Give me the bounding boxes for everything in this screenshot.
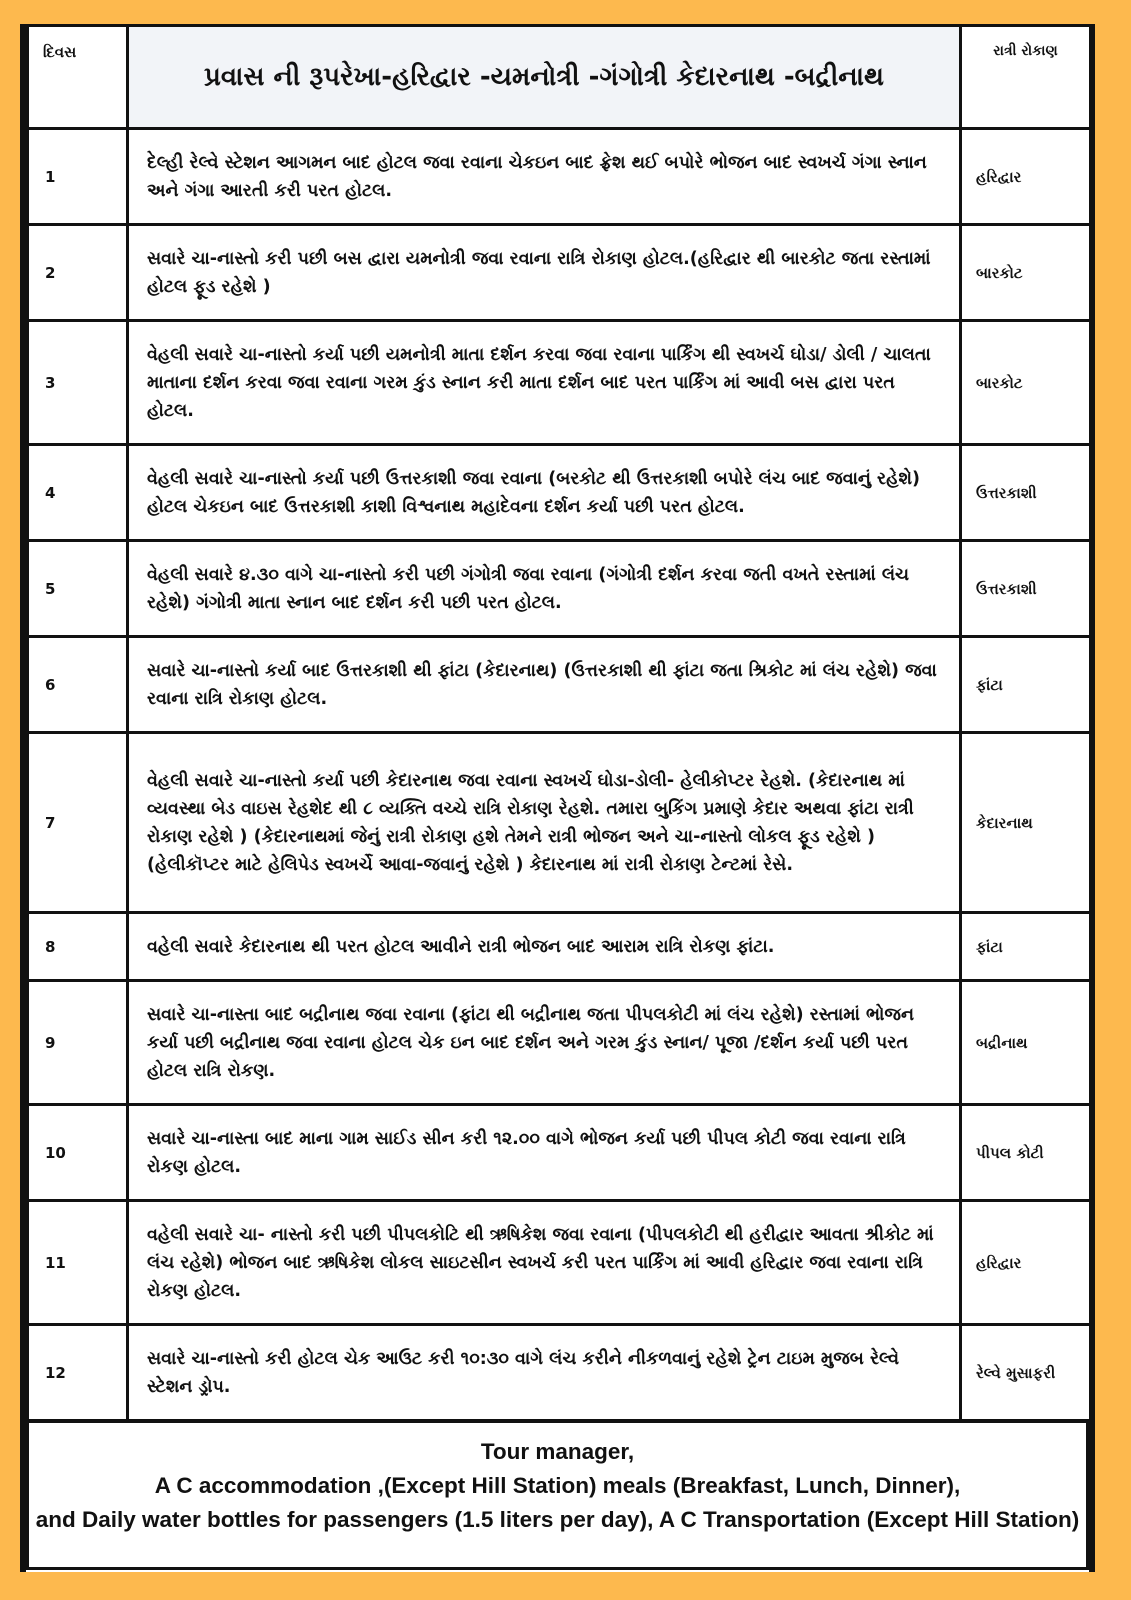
table-row: [28, 913, 1091, 981]
day-description: સવારે ચા-નાસ્તા બાદ માના ગામ સાઈડ સીન કરી ૧૨.૦૦ વાગે ભોજન કર્યા પછી પીપલ કોટી જવા રવાના રાત્રિ રોકણ હોટલ.: [128, 1105, 961, 1201]
table-row: [28, 637, 1091, 733]
day-number: 11: [28, 1201, 128, 1325]
day-number: 1: [28, 129, 128, 225]
day-description: વહેલી સવારે ચા- નાસ્તો કરી પછી પીપલકોટિ થી ઋષિકેશ જવા રવાના (પીપલકોટી થી હરીદ્વાર આવતા શ્રીકોટ માં લંચ રહેશે) ભોજન બાદ ઋષિકેશ લોકલ સાઇટસીન સ્વખર્ચ કરી પરત પાર્કિંગ માં આવી હરિદ્વાર જવા રવાના રાત્રિ રોકણ હોટલ.: [128, 1201, 961, 1325]
day-number: 8: [28, 913, 128, 981]
day-number: 10: [28, 1105, 128, 1201]
day-description: સવારે ચા-નાસ્તો કરી હોટલ ચેક આઉટ કરી ૧૦:૩૦ વાગે લંચ કરીને નીકળવાનું રહેશે ટ્રેન ટાઇમ મુજબ રેલ્વે સ્ટેશન ડ્રોપ.: [128, 1325, 961, 1421]
table-row: [28, 129, 1091, 225]
night-stay: બદ્રીનાથ: [961, 981, 1091, 1105]
night-stay: ફાંટા: [961, 913, 1091, 981]
table-row: [28, 1201, 1091, 1325]
day-description: દેલ્હી રેલ્વે સ્ટેશન આગમન બાદ હોટલ જવા રવાના ચેકઇન બાદ ફ્રેશ થઈ બપોરે ભોજન બાદ સ્વખર્ચ ગંગા સ્નાન અને ગંગા આરતી કરી પરત હોટલ.: [128, 129, 961, 225]
page-title: પ્રવાસ ની રૂપરેખા-હરિદ્વાર -યમનોત્રી -ગંગોત્રી કેદારનાથ -બદ્રીનાથ: [128, 26, 961, 129]
day-number: 4: [28, 445, 128, 541]
night-stay: પીપલ કોટી: [961, 1105, 1091, 1201]
day-number: 5: [28, 541, 128, 637]
inclusions-footer: [26, 1420, 1089, 1570]
day-number: 12: [28, 1325, 128, 1421]
table-row: [28, 321, 1091, 445]
table-row: [28, 1325, 1091, 1421]
itinerary-sheet: [20, 24, 1095, 1572]
day-description: વેહલી સવારે ચા-નાસ્તો કર્યા પછી ઉત્તરકાશી જવા રવાના (બરકોટ થી ઉત્તરકાશી બપોરે લંચ બાદ જવાનું રહેશે) હોટલ ચેકઇન બાદ ઉત્તરકાશી કાશી વિશ્વનાથ મહાદેવના દર્શન કર્યા પછી પરત હોટલ.: [128, 445, 961, 541]
day-description: સવારે ચા-નાસ્તો કર્યા બાદ ઉત્તરકાશી થી ફાંટા (કેદારનાથ) (ઉત્તરકાશી થી ફાંટા જતા શ્રિકોટ માં લંચ રહેશે) જવા રવાના રાત્રિ રોકાણ હોટલ.: [128, 637, 961, 733]
day-column-header: દિવસ: [28, 26, 128, 129]
day-number: 6: [28, 637, 128, 733]
day-description: વેહલી સવારે ચા-નાસ્તો કર્યા પછી યમનોત્રી માતા દર્શન કરવા જવા રવાના પાર્કિંગ થી સ્વખર્ચ ઘોડા/ ડોલી / ચાલતા માતાના દર્શન કરવા જવા રવાના ગરમ કુંડ સ્નાન કરી માતા દર્શન બાદ પરત પાર્કિંગ માં આવી બસ દ્વારા પરત હોટલ.: [128, 321, 961, 445]
night-stay-column-header: રાત્રી રોકાણ: [961, 26, 1091, 129]
night-stay: બારકોટ: [961, 225, 1091, 321]
day-number: 9: [28, 981, 128, 1105]
day-description: સવારે ચા-નાસ્તા બાદ બદ્રીનાથ જવા રવાના (ફાંટા થી બદ્રીનાથ જતા પીપલકોટી માં લંચ રહેશે) રસ્તામાં ભોજન કર્યા પછી બદ્રીનાથ જવા રવાના હોટલ ચેક ઇન બાદ દર્શન અને ગરમ કુંડ સ્નાન/ પૂજા /દર્શન કર્યા પછી પરત હોટલ રાત્રિ રોકણ.: [128, 981, 961, 1105]
night-stay: ઉત્તરકાશી: [961, 445, 1091, 541]
day-description: વહેલી સવારે કેદારનાથ થી પરત હોટલ આવીને રાત્રી ભોજન બાદ આરામ રાત્રિ રોકણ ફાંટા.: [128, 913, 961, 981]
day-number: 7: [28, 733, 128, 913]
night-stay: બારકોટ: [961, 321, 1091, 445]
day-number: 2: [28, 225, 128, 321]
night-stay: ઉત્તરકાશી: [961, 541, 1091, 637]
night-stay: કેદારનાથ: [961, 733, 1091, 913]
tour-manager-line: Tour manager,: [480, 1439, 635, 1464]
transport-line: and Daily water bottles for passengers (1.5 liters per day), A C Transportation (Except Hill Station): [35, 1507, 1080, 1532]
table-row: [28, 733, 1091, 913]
day-description: વેહલી સવારે ચા-નાસ્તો કર્યા પછી કેદારનાથ જવા રવાના સ્વખર્ચ ઘોડા-ડોલી- હેલીકોપ્ટર રેહશે. (કેદારનાથ માં વ્યવસ્થા બેડ વાઇસ રેહશેદ થી ૮ વ્યક્તિ વચ્ચે રાત્રિ રોકાણ રેહશે. તમારા બુકિંગ પ્રમાણે કેદાર અથવા ફાંટા રાત્રી રોકાણ રહેશે ) (કેદારનાથમાં જેનું રાત્રી રોકાણ હશે તેમને રાત્રી ભોજન અને ચા-નાસ્તો લોકલ ફૂડ રહેશે ) (હેલીકૉપ્ટર માટે હેલિપેડ સ્વખર્ચે આવા-જવાનું રહેશે ) કેદારનાથ માં રાત્રી રોકાણ ટેન્ટમાં રેસે.: [128, 733, 961, 913]
accommodation-line: A C accommodation ,(Except Hill Station) meals (Breakfast, Lunch, Dinner),: [154, 1473, 961, 1498]
night-stay: હરિદ્વાર: [961, 1201, 1091, 1325]
table-row: [28, 541, 1091, 637]
table-row: [28, 981, 1091, 1105]
table-row: [28, 445, 1091, 541]
header-row: [28, 26, 1091, 129]
day-number: 3: [28, 321, 128, 445]
day-description: વેહલી સવારે ૪.૩૦ વાગે ચા-નાસ્તો કરી પછી ગંગોત્રી જવા રવાના (ગંગોત્રી દર્શન કરવા જતી વખતે રસ્તામાં લંચ રહેશે) ગંગોત્રી માતા સ્નાન બાદ દર્શન કરી પછી પરત હોટલ.: [128, 541, 961, 637]
night-stay: ફાંટા: [961, 637, 1091, 733]
itinerary-table: [26, 24, 1092, 1422]
night-stay: રેલ્વે મુસાફરી: [961, 1325, 1091, 1421]
day-description: સવારે ચા-નાસ્તો કરી પછી બસ દ્વારા યમનોત્રી જવા રવાના રાત્રિ રોકાણ હોટલ.(હરિદ્વાર થી બારકોટ જતા રસ્તામાં હોટલ ફૂડ રહેશે ): [128, 225, 961, 321]
table-row: [28, 225, 1091, 321]
table-row: [28, 1105, 1091, 1201]
night-stay: હરિદ્વાર: [961, 129, 1091, 225]
